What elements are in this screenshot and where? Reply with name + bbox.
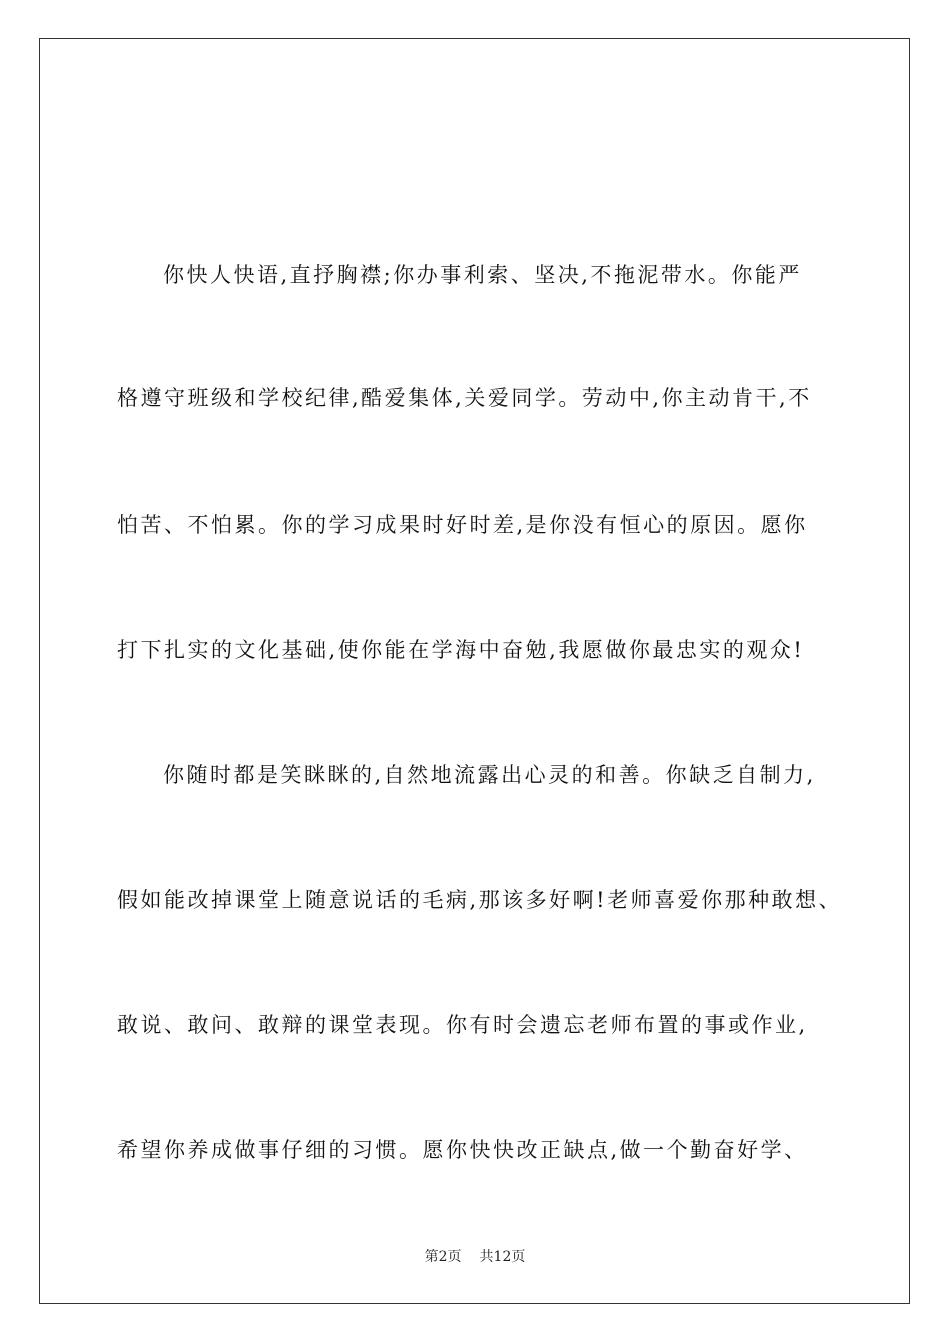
paragraph-1-line-3: 怕苦、不怕累。你的学习成果时好时差,是你没有恒心的原因。愿你 [117,513,808,537]
total-pages: 共12页 [479,1249,526,1265]
paragraph-2-line-4: 希望你养成做事仔细的习惯。愿你快快改正缺点,做一个勤奋好学、 [117,1138,808,1162]
page-footer [0,1246,950,1266]
page-number: 第2页 [424,1249,462,1265]
paragraph-2-line-1: 你随时都是笑眯眯的,自然地流露出心灵的和善。你缺乏自制力, [163,763,816,787]
paragraph-1-line-4: 打下扎实的文化基础,使你能在学海中奋勉,我愿做你最忠实的观众! [117,638,805,662]
paragraph-2-line-2: 假如能改掉课堂上随意说话的毛病,那该多好啊!老师喜爱你那种敢想、 [117,888,843,912]
page-border [39,38,910,1304]
paragraph-1-line-1: 你快人快语,直抒胸襟;你办事利索、坚决,不拖泥带水。你能严 [163,263,802,287]
paragraph-2-line-3: 敢说、敢问、敢辩的课堂表现。你有时会遗忘老师布置的事或作业, [117,1013,808,1037]
paragraph-1-line-2: 格遵守班级和学校纪律,酷爱集体,关爱同学。劳动中,你主动肯干,不 [117,386,812,410]
